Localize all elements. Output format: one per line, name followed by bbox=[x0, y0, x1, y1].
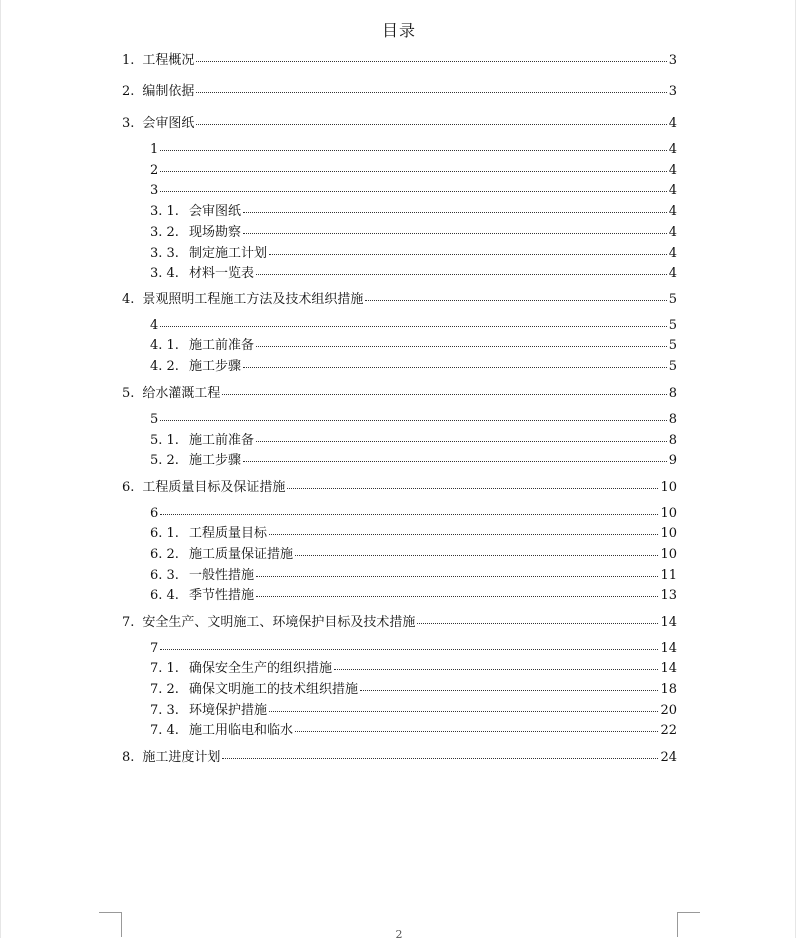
toc-entry-label bbox=[122, 292, 363, 308]
toc-dot-leader bbox=[256, 346, 667, 347]
toc-entry[interactable] bbox=[150, 547, 677, 563]
toc-entry-page-number: 14 bbox=[660, 661, 677, 676]
toc-dot-leader bbox=[222, 758, 658, 759]
toc-entry[interactable] bbox=[150, 641, 677, 657]
toc-entry-page-number: 20 bbox=[660, 703, 677, 718]
toc-entry-page-number: 13 bbox=[660, 588, 677, 603]
toc-dot-leader bbox=[256, 596, 658, 597]
toc-entry-label bbox=[150, 568, 254, 584]
toc-entry-label bbox=[150, 163, 158, 179]
toc-entry-number: 7 bbox=[150, 641, 159, 656]
toc-dot-leader bbox=[365, 300, 666, 301]
toc-entry-page-number: 10 bbox=[660, 480, 677, 495]
toc-dot-leader bbox=[256, 441, 667, 442]
toc-entry-number: 1. bbox=[122, 53, 135, 68]
toc-entry-text: 会审图纸 bbox=[188, 204, 241, 219]
toc-entry-page-number: 11 bbox=[660, 568, 677, 583]
toc-entry-text: 工程质量目标及保证措施 bbox=[142, 480, 286, 495]
toc-entry[interactable] bbox=[122, 386, 677, 402]
toc-dot-leader bbox=[243, 212, 667, 213]
toc-entry-page-number: 9 bbox=[668, 453, 677, 468]
toc-entry-text: 施工质量保证措施 bbox=[188, 547, 293, 562]
toc-entry-label bbox=[150, 703, 267, 719]
toc-entry-page-number: 22 bbox=[660, 723, 677, 738]
toc-dot-leader bbox=[256, 274, 667, 275]
toc-entry-page-number: 24 bbox=[660, 750, 677, 765]
toc-entry-text: 施工前准备 bbox=[188, 338, 254, 353]
toc-entry-text: 工程概况 bbox=[142, 53, 195, 68]
toc-entry-label bbox=[150, 526, 267, 542]
toc-entry-text: 施工步骤 bbox=[188, 359, 241, 374]
toc-entry-number: 5. bbox=[122, 386, 135, 401]
toc-entry-number: 2. bbox=[122, 84, 135, 99]
toc-entry-page-number: 18 bbox=[660, 682, 677, 697]
toc-entry-label bbox=[150, 338, 254, 354]
toc-entry-page-number: 4 bbox=[668, 246, 677, 261]
toc-dot-leader bbox=[160, 171, 666, 172]
toc-entry[interactable] bbox=[122, 750, 677, 766]
toc-entry[interactable] bbox=[150, 453, 677, 469]
toc-entry-number: 6. 4. bbox=[150, 588, 179, 603]
toc-entry-label bbox=[122, 615, 415, 631]
toc-entry[interactable] bbox=[150, 225, 677, 241]
toc-entry-number: 6. 1. bbox=[150, 526, 179, 541]
toc-entry-text: 制定施工计划 bbox=[188, 246, 267, 261]
toc-entry[interactable] bbox=[150, 433, 677, 449]
toc-dot-leader bbox=[269, 534, 658, 535]
toc-entry[interactable] bbox=[150, 723, 677, 739]
toc-entry-label bbox=[150, 661, 332, 677]
toc-entry[interactable] bbox=[122, 116, 677, 132]
toc-dot-leader bbox=[360, 690, 658, 691]
toc-entry-page-number: 8 bbox=[668, 433, 677, 448]
toc-dot-leader bbox=[196, 124, 666, 125]
toc-dot-leader bbox=[160, 326, 666, 327]
toc-entry-number: 7. 1. bbox=[150, 661, 179, 676]
toc-entry-number: 5. 2. bbox=[150, 453, 179, 468]
toc-entry-number: 2 bbox=[150, 163, 159, 178]
toc-entry-text: 季节性措施 bbox=[188, 588, 254, 603]
toc-entry-page-number: 5 bbox=[668, 338, 677, 353]
toc-dot-leader bbox=[295, 555, 658, 556]
toc-entry[interactable] bbox=[150, 412, 677, 428]
toc-entry[interactable] bbox=[150, 359, 677, 375]
toc-entry[interactable] bbox=[150, 266, 677, 282]
toc-entry-number: 6. bbox=[122, 480, 135, 495]
toc-dot-leader bbox=[243, 461, 667, 462]
toc-dot-leader bbox=[256, 576, 658, 577]
toc-dot-leader bbox=[160, 514, 658, 515]
toc-entry-text: 施工进度计划 bbox=[142, 750, 221, 765]
toc-dot-leader bbox=[287, 488, 658, 489]
toc-entry-text: 会审图纸 bbox=[142, 116, 195, 131]
toc-dot-leader bbox=[417, 623, 658, 624]
toc-entry-number: 5. 1. bbox=[150, 433, 179, 448]
toc-entry-label bbox=[150, 641, 158, 657]
toc-dot-leader bbox=[196, 92, 666, 93]
toc-entry-number: 3. 3. bbox=[150, 246, 179, 261]
toc-entry[interactable] bbox=[150, 703, 677, 719]
toc-entry[interactable] bbox=[150, 506, 677, 522]
toc-entry-label bbox=[150, 246, 267, 262]
toc-entry-number: 3. bbox=[122, 116, 135, 131]
toc-entry-page-number: 4 bbox=[668, 183, 677, 198]
toc-entry-page-number: 8 bbox=[668, 386, 677, 401]
toc-entry-page-number: 5 bbox=[668, 292, 677, 307]
toc-entry-number: 6. 2. bbox=[150, 547, 179, 562]
toc-entry-page-number: 4 bbox=[668, 142, 677, 157]
toc-entry-text: 施工前准备 bbox=[188, 433, 254, 448]
toc-entry-text: 安全生产、文明施工、环境保护目标及技术措施 bbox=[142, 615, 416, 630]
toc-entry-page-number: 14 bbox=[660, 641, 677, 656]
toc-entry-text: 确保安全生产的组织措施 bbox=[188, 661, 332, 676]
toc-entry-text: 景观照明工程施工方法及技术组织措施 bbox=[142, 292, 364, 307]
toc-entry-label bbox=[150, 682, 358, 698]
toc-entry-label bbox=[150, 453, 241, 469]
toc-entry-page-number: 4 bbox=[668, 163, 677, 178]
toc-entry-number: 3. 2. bbox=[150, 225, 179, 240]
toc-entry[interactable] bbox=[122, 292, 677, 308]
toc-entry-label bbox=[150, 723, 293, 739]
toc-entry-text: 给水灌溉工程 bbox=[142, 386, 221, 401]
toc-entry-label bbox=[150, 433, 254, 449]
toc-dot-leader bbox=[269, 711, 658, 712]
toc-entry-label bbox=[150, 183, 158, 199]
toc-entry-label bbox=[150, 318, 158, 334]
toc-entry-label bbox=[122, 116, 194, 132]
toc-dot-leader bbox=[222, 394, 666, 395]
toc-entry-text: 一般性措施 bbox=[188, 568, 254, 583]
toc-entry-number: 4 bbox=[150, 318, 159, 333]
toc-entry-label bbox=[150, 588, 254, 604]
toc-entry-number: 5 bbox=[150, 412, 159, 427]
toc-entry-number: 8. bbox=[122, 750, 135, 765]
toc-entry-number: 4. 1. bbox=[150, 338, 179, 353]
toc-entry-page-number: 4 bbox=[668, 116, 677, 131]
toc-entry-text: 工程质量目标 bbox=[188, 526, 267, 541]
toc-entry-number: 7. 2. bbox=[150, 682, 179, 697]
toc-entry-page-number: 8 bbox=[668, 412, 677, 427]
toc-entry-text: 现场勘察 bbox=[188, 225, 241, 240]
toc-entry-text: 编制依据 bbox=[142, 84, 195, 99]
toc-entry[interactable] bbox=[150, 183, 677, 199]
toc-dot-leader bbox=[160, 649, 658, 650]
toc-entry-page-number: 4 bbox=[668, 204, 677, 219]
toc-entry-label bbox=[150, 412, 158, 428]
toc-entry[interactable] bbox=[122, 615, 677, 631]
toc-entry[interactable] bbox=[150, 568, 677, 584]
toc-entry-text: 材料一览表 bbox=[188, 266, 254, 281]
toc-entry-page-number: 5 bbox=[668, 359, 677, 374]
toc-entry-label bbox=[150, 204, 241, 220]
toc-entry-number: 4. bbox=[122, 292, 135, 307]
toc-entry-page-number: 10 bbox=[660, 506, 677, 521]
toc-entry-number: 7. 3. bbox=[150, 703, 179, 718]
toc-entry-label bbox=[122, 84, 194, 100]
toc-entry[interactable] bbox=[150, 682, 677, 698]
toc-entry-page-number: 3 bbox=[668, 53, 677, 68]
page-title: 目录 bbox=[381, 21, 416, 40]
toc-entry-label bbox=[150, 506, 158, 522]
toc-entry-number: 7. 4. bbox=[150, 723, 179, 738]
toc-entry-number: 3 bbox=[150, 183, 159, 198]
toc-dot-leader bbox=[243, 233, 667, 234]
toc-entry[interactable] bbox=[150, 246, 677, 262]
toc-dot-leader bbox=[160, 150, 666, 151]
toc-entry-label bbox=[122, 53, 194, 69]
toc-dot-leader bbox=[243, 367, 667, 368]
toc-dot-leader bbox=[295, 731, 658, 732]
toc-entry-page-number: 4 bbox=[668, 266, 677, 281]
toc-entry-label bbox=[150, 266, 254, 282]
toc-entry-page-number: 4 bbox=[668, 225, 677, 240]
toc-entry-label bbox=[122, 386, 220, 402]
toc-entry-number: 7. bbox=[122, 615, 135, 630]
toc-entry-label bbox=[122, 750, 220, 766]
toc-entry[interactable] bbox=[150, 142, 677, 158]
toc-entry[interactable] bbox=[150, 588, 677, 604]
toc-entry[interactable] bbox=[150, 318, 677, 334]
toc-dot-leader bbox=[269, 254, 667, 255]
toc-entry-label bbox=[150, 547, 293, 563]
toc-entry-number: 1 bbox=[150, 142, 159, 157]
toc-entry-page-number: 5 bbox=[668, 318, 677, 333]
toc-dot-leader bbox=[334, 669, 658, 670]
toc-entry-number: 3. 1. bbox=[150, 204, 179, 219]
toc-dot-leader bbox=[160, 420, 666, 421]
toc-entry-page-number: 14 bbox=[660, 615, 677, 630]
toc-entry-page-number: 3 bbox=[668, 84, 677, 99]
toc-entry-page-number: 10 bbox=[660, 526, 677, 541]
toc-entry[interactable] bbox=[122, 480, 677, 496]
toc-entry-number: 6. 3. bbox=[150, 568, 179, 583]
toc-entry-label bbox=[122, 480, 285, 496]
toc-entry[interactable] bbox=[122, 84, 677, 100]
toc-entry-number: 6 bbox=[150, 506, 159, 521]
toc-entry-number: 3. 4. bbox=[150, 266, 179, 281]
page-number: 2 bbox=[395, 928, 403, 941]
toc-entry[interactable] bbox=[122, 53, 677, 69]
toc-dot-leader bbox=[196, 61, 666, 62]
toc-entry-text: 施工步骤 bbox=[188, 453, 241, 468]
toc-entry-text: 确保文明施工的技术组织措施 bbox=[188, 682, 358, 697]
toc-entry-text: 环境保护措施 bbox=[188, 703, 267, 718]
toc-entry[interactable] bbox=[150, 163, 677, 179]
toc-entry-label bbox=[150, 359, 241, 375]
toc-entry-page-number: 10 bbox=[660, 547, 677, 562]
toc-entry[interactable] bbox=[150, 338, 677, 354]
toc-entry[interactable] bbox=[150, 661, 677, 677]
toc-entry[interactable] bbox=[150, 526, 677, 542]
toc-entry-text: 施工用临电和临水 bbox=[188, 723, 293, 738]
toc-entry[interactable] bbox=[150, 204, 677, 220]
toc-entry-number: 4. 2. bbox=[150, 359, 179, 374]
toc-entry-label bbox=[150, 142, 158, 158]
toc-dot-leader bbox=[160, 191, 666, 192]
toc-entry-label bbox=[150, 225, 241, 241]
